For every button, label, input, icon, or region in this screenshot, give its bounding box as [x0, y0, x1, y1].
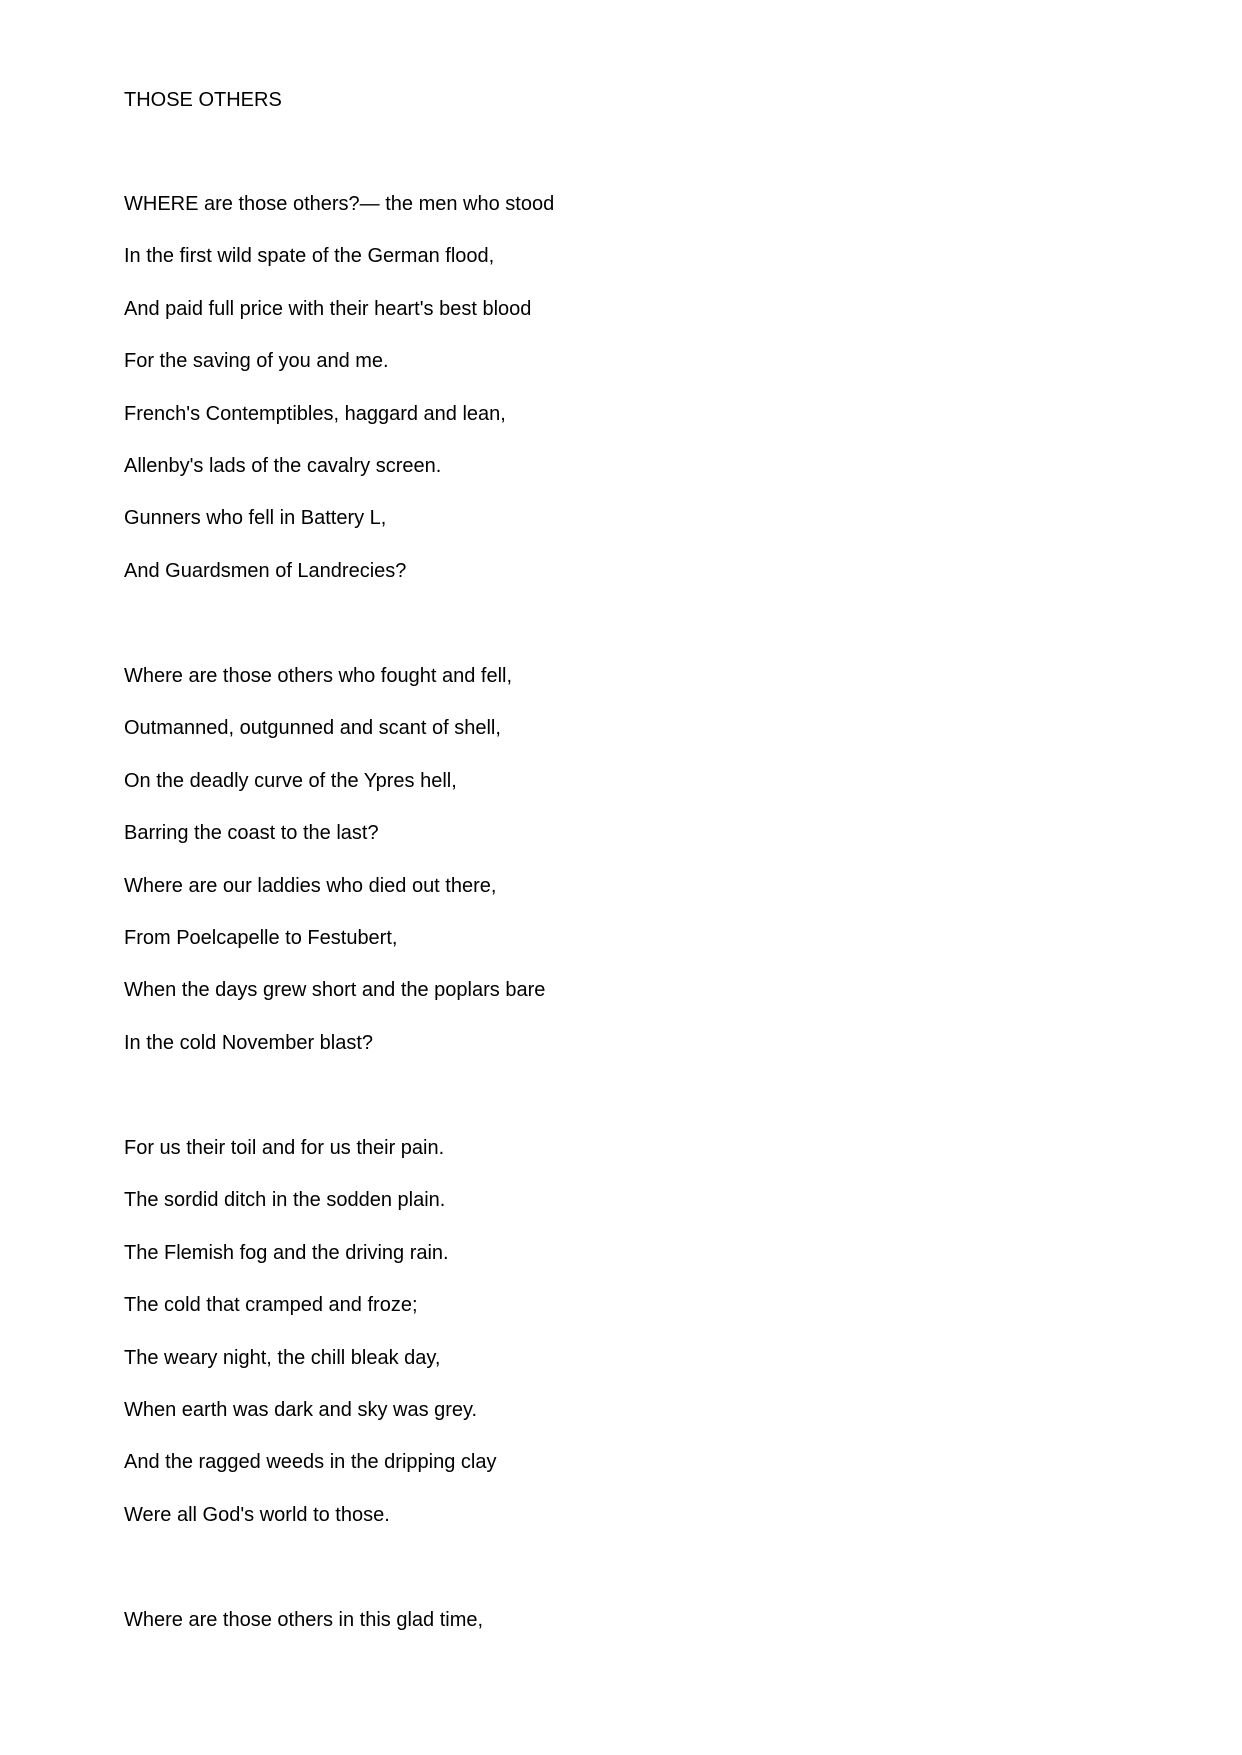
poem-line: The weary night, the chill bleak day, [124, 1346, 441, 1369]
poem-line: In the first wild spate of the German flood, [124, 245, 495, 268]
poem-line: The sordid ditch in the sodden plain. [124, 1189, 446, 1212]
poem-line: The cold that cramped and froze; [124, 1294, 418, 1317]
poem-line: In the cold November blast? [124, 1031, 374, 1054]
poem-line: The Flemish fog and the driving rain. [124, 1241, 449, 1264]
poem-line: Where are those others in this glad time, [124, 1609, 484, 1631]
poem-line: From Poelcapelle to Festubert, [124, 926, 398, 949]
poem-line: Were all God's world to those. [124, 1503, 390, 1526]
poem-line: And paid full price with their heart's best blood [124, 297, 532, 320]
poem-line: Where are our laddies who died out there, [124, 874, 497, 897]
poem-line: When earth was dark and sky was grey. [124, 1398, 478, 1421]
poem-line: Outmanned, outgunned and scant of shell, [124, 717, 501, 740]
poem-line: For the saving of you and me. [124, 350, 389, 373]
stanza [124, 192, 554, 583]
poem-line: When the days grew short and the poplars bare [124, 979, 546, 1002]
poem-line: French's Contemptibles, haggard and lean, [124, 402, 506, 425]
poem-title: THOSE OTHERS [124, 89, 282, 111]
poem-line: Allenby's lads of the cavalry screen. [124, 454, 442, 477]
poem-line: Barring the coast to the last? [124, 822, 379, 845]
stanza [124, 1136, 496, 1527]
poem-line: And the ragged weeds in the dripping clay [124, 1451, 497, 1474]
poem-line: On the deadly curve of the Ypres hell, [124, 769, 457, 792]
poem-line: Where are those others who fought and fell, [124, 665, 513, 687]
poem-line: WHERE are those others?— the men who stood [124, 193, 555, 215]
poem-line: For us their toil and for us their pain. [124, 1137, 445, 1159]
stanza [124, 664, 545, 1055]
stanza [124, 1608, 483, 1632]
poem-line: And Guardsmen of Landrecies? [124, 559, 407, 582]
poem-line: Gunners who fell in Battery L, [124, 507, 387, 530]
